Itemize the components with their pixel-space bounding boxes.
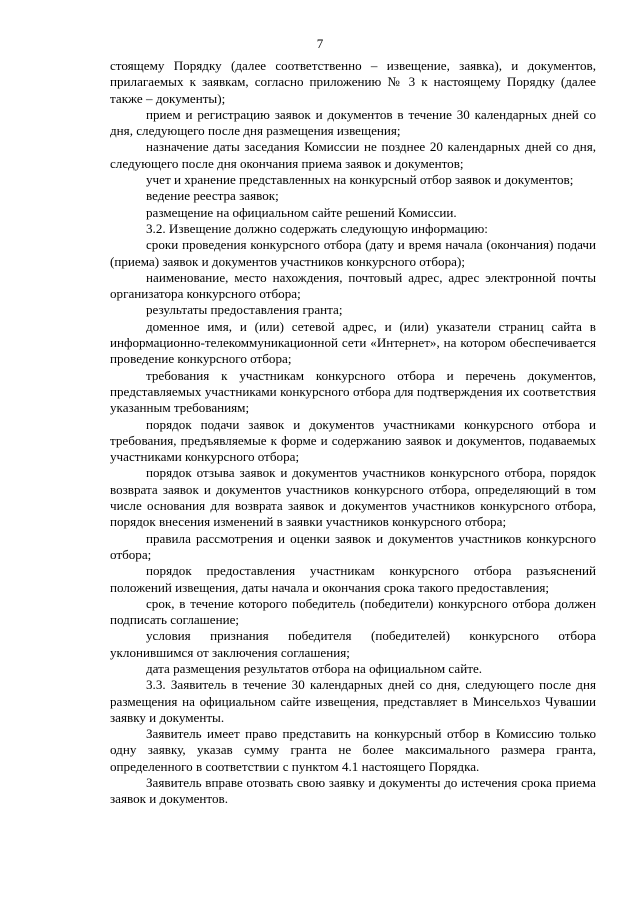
paragraph: 3.3. Заявитель в течение 30 календарных дней со дня, следующего после дня размещения на официальном сайте извещения, представляет в Минсельхоз Чувашии заявку и документы.: [110, 677, 596, 725]
paragraph: требования к участникам конкурсного отбора и перечень документов, представляемых участниками конкурсного отбора для подтверждения их соответствия указанным требованиям;: [110, 367, 596, 416]
paragraph: порядок отзыва заявок и документов участников конкурсного отбора, порядок возврата заявок и документов участников конкурсного отбора, определяющий в том числе основания для возврата заявок и документов участников конкурсного отбора, порядок внесения изменений в заявки участников конкурсного отбора;: [110, 465, 596, 530]
paragraph: срок, в течение которого победитель (победители) конкурсного отбора должен подписать соглашение;: [110, 595, 596, 628]
paragraph: порядок предоставления участникам конкурсного отбора разъяснений положений извещения, даты начала и окончания срока такого предоставления;: [110, 563, 596, 595]
paragraph: Заявитель вправе отозвать свою заявку и документы до истечения срока приема заявок и документов.: [110, 775, 596, 807]
paragraph: стоящему Порядку (далее соответственно – извещение, заявка), и документов, прилагаемых к заявкам, согласно приложению № 3 к настоящему Порядку (далее также – документы);: [110, 58, 596, 106]
paragraph: 3.2. Извещение должно содержать следующую информацию:: [146, 220, 488, 236]
body-text: [110, 58, 596, 808]
page-number: 7: [316, 36, 324, 51]
paragraph: условия признания победителя (победителей) конкурсного отбора уклонившимся от заключения соглашения;: [110, 628, 596, 660]
paragraph: результаты предоставления гранта;: [146, 302, 343, 318]
paragraph: сроки проведения конкурсного отбора (дату и время начала (окончания) подачи (приема) заявок и документов участников конкурсного отбора);: [110, 237, 596, 269]
paragraph: наименование, место нахождения, почтовый адрес, адрес электронной почты организатора конкурсного отбора;: [110, 269, 596, 302]
paragraph: Заявитель имеет право представить на конкурсный отбор в Комиссию только одну заявку, указав сумму гранта не более максимального размера гранта, определенного в соответствии с пунктом 4.1 настоящего Порядка.: [110, 726, 596, 774]
paragraph: дата размещения результатов отбора на официальном сайте.: [146, 660, 483, 676]
paragraph: правила рассмотрения и оценки заявок и документов участников конкурсного отбора;: [110, 530, 596, 562]
paragraph: ведение реестра заявок;: [146, 188, 279, 204]
paragraph: размещение на официальном сайте решений Комиссии.: [146, 204, 457, 220]
paragraph: назначение даты заседания Комиссии не позднее 20 календарных дней со дня, следующего после дня окончания приема заявок и документов;: [110, 139, 596, 171]
paragraph: порядок подачи заявок и документов участниками конкурсного отбора и требования, предъявляемые к форме и содержанию заявок и документов, подаваемых участниками конкурсного отбора;: [110, 416, 596, 465]
paragraph: прием и регистрацию заявок и документов в течение 30 календарных дней со дня, следующего после дня размещения извещения;: [110, 106, 596, 139]
paragraph: учет и хранение представленных на конкурсный отбор заявок и документов;: [146, 172, 574, 188]
paragraph: доменное имя, и (или) сетевой адрес, и (или) указатели страниц сайта в информационно-телекоммуникационной сети «Интернет», на котором обеспечивается проведение конкурсного отбора;: [110, 318, 596, 367]
